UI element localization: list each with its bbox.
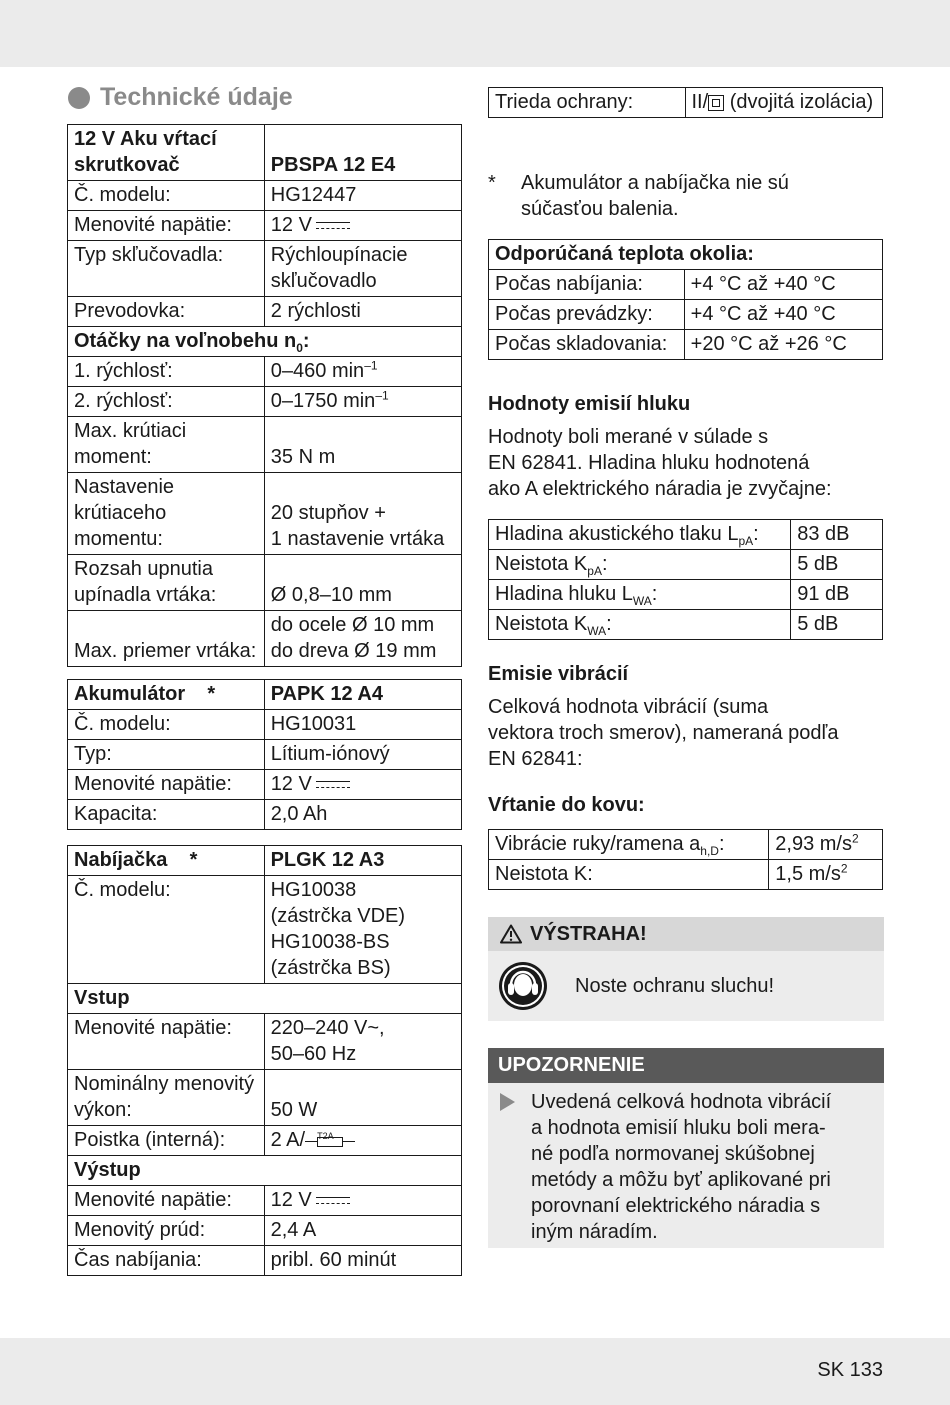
spec-label: Menovité napätie: — [68, 211, 265, 241]
table-row — [489, 830, 883, 860]
table-row — [68, 357, 462, 387]
spec-label: Menovitý prúd: — [68, 1216, 265, 1246]
table-row — [489, 550, 883, 580]
spec-value: PLGK 12 A3 — [264, 846, 461, 876]
spec-label: Max. krútiaci moment: — [68, 417, 265, 473]
spec-value: 91 dB — [791, 580, 883, 610]
spec-label: Počas skladovania: — [489, 330, 685, 360]
spec-value: HG10031 — [264, 710, 461, 740]
spec-label: Hladina hluku $L_{WA}$: — [489, 580, 791, 610]
table-row — [489, 300, 883, 330]
table-row — [68, 740, 462, 770]
table-row — [489, 330, 883, 360]
footnote-marker: * — [488, 172, 496, 194]
table-row — [68, 1126, 462, 1156]
spec-label: Rozsah upnutia upínadla vrtáka: — [68, 555, 265, 611]
table-row — [68, 680, 462, 710]
spec-value: Ø 0,8–10 mm — [264, 555, 461, 611]
spec-value: 2,93 $m/s^2$ — [769, 830, 883, 860]
table-row — [489, 580, 883, 610]
spec-label: 12 V Aku vŕtací skrutkovač — [68, 125, 265, 181]
spec-value: 12 V — [264, 211, 461, 241]
spec-label: Menovité napätie: — [68, 770, 265, 800]
spec-label: Max. priemer vrtáka: — [68, 611, 265, 667]
arrow-bullet-icon — [500, 1093, 515, 1111]
spec-value: 2,0 Ah — [264, 800, 461, 830]
footnote — [488, 170, 789, 222]
spec-value: 12 V — [264, 1186, 461, 1216]
spec-value: II/ (dvojitá izolácia) — [685, 88, 883, 118]
warning-box — [488, 917, 884, 1021]
warning-body — [488, 951, 884, 1021]
table-row — [68, 1014, 462, 1070]
spec-label: 1. rýchlosť: — [68, 357, 265, 387]
spec-value: pribl. 60 minút — [264, 1246, 461, 1276]
spec-label: Vibrácie ruky/ramena $a_{h,D}$: — [489, 830, 769, 860]
spec-value: HG10038 (zástrčka VDE) HG10038-BS (zástrčka BS) — [264, 876, 461, 984]
top-band — [0, 0, 950, 67]
footnote-line: súčasťou balenia. — [521, 198, 679, 220]
section-heading — [68, 83, 293, 112]
table-row — [68, 876, 462, 984]
spec-label: Neistota $K_{WA}$: — [489, 610, 791, 640]
vibration-table — [488, 829, 883, 890]
warning-title: VÝSTRAHA! — [530, 922, 647, 945]
spec-label: Č. modelu: — [68, 181, 265, 211]
table-row — [68, 297, 462, 327]
spec-value: do ocele Ø 10 mm do dreva Ø 19 mm — [264, 611, 461, 667]
spec-value: 12 V — [264, 770, 461, 800]
footnote-line: Akumulátor a nabíjačka nie sú — [521, 172, 789, 194]
table-row — [68, 710, 462, 740]
dc-current-icon — [316, 220, 350, 232]
charger-spec-table — [67, 845, 462, 1276]
temperature-table — [488, 239, 883, 360]
table-row — [489, 610, 883, 640]
spec-label: 2. rýchlosť: — [68, 387, 265, 417]
note-header: UPOZORNENIE — [488, 1048, 884, 1083]
spec-value: 0–1750 $\min^{-1}$ — [264, 387, 461, 417]
spec-value: 220–240 V~, 50–60 Hz — [264, 1014, 461, 1070]
section-title: Technické údaje — [100, 83, 293, 111]
spec-label: Nominálny menovitý výkon: — [68, 1070, 265, 1126]
spec-label: Kapacita: — [68, 800, 265, 830]
spec-label: Typ skľučovadla: — [68, 241, 265, 297]
spec-label: Prevodovka: — [68, 297, 265, 327]
spec-value: 35 N m — [264, 417, 461, 473]
spec-value: PAPK 12 A4 — [264, 680, 461, 710]
spec-value: Lítium-iónový — [264, 740, 461, 770]
spec-label: Poistka (interná): — [68, 1126, 265, 1156]
spec-label: Neistota $K_{pA}$: — [489, 550, 791, 580]
double-insulation-icon — [708, 95, 724, 111]
table-row — [489, 520, 883, 550]
table-row — [68, 241, 462, 297]
table-title: Odporúčaná teplota okolia: — [489, 240, 883, 270]
spec-label: Č. modelu: — [68, 710, 265, 740]
battery-spec-table — [67, 679, 462, 830]
vibration-heading: Emisie vibrácií — [488, 663, 629, 685]
spec-value: Rýchloupínacie skľučovadlo — [264, 241, 461, 297]
vibration-text: Celková hodnota vibrácií (suma vektora troch smerov), nameraná podľa EN 62841: — [488, 696, 839, 770]
table-row — [68, 417, 462, 473]
table-row — [489, 88, 883, 118]
table-row — [68, 846, 462, 876]
table-row — [68, 387, 462, 417]
drill-spec-table — [67, 124, 462, 667]
spec-label: Čas nabíjania: — [68, 1246, 265, 1276]
ear-protection-icon — [498, 961, 548, 1011]
table-row — [68, 770, 462, 800]
spec-value: +4 °C až +40 °C — [684, 270, 882, 300]
table-row — [68, 473, 462, 555]
warning-triangle-icon — [500, 924, 522, 944]
table-row — [68, 181, 462, 211]
spec-label: Akumulátor * — [68, 680, 265, 710]
spec-group-label: Vstup — [68, 984, 462, 1014]
table-row — [68, 1246, 462, 1276]
spec-label: Počas nabíjania: — [489, 270, 685, 300]
spec-value: 2,4 A — [264, 1216, 461, 1246]
spec-value: HG12447 — [264, 181, 461, 211]
spec-group-label: Otáčky na voľnobehu $n_0$: — [68, 327, 462, 357]
spec-value: +20 °C až +26 °C — [684, 330, 882, 360]
spec-label: Neistota K: — [489, 860, 769, 890]
spec-label: Typ: — [68, 740, 265, 770]
spec-value: 0–460 $\min^{-1}$ — [264, 357, 461, 387]
spec-value: 5 dB — [791, 610, 883, 640]
fuse-icon: T2A — [305, 1131, 355, 1151]
page-number: SK 133 — [817, 1359, 883, 1381]
protection-table — [488, 87, 883, 118]
note-body — [488, 1083, 884, 1245]
table-row — [68, 555, 462, 611]
table-row — [68, 1186, 462, 1216]
spec-value: 50 W — [264, 1070, 461, 1126]
spec-label: Menovité napätie: — [68, 1186, 265, 1216]
table-row — [68, 1216, 462, 1246]
noise-text: Hodnoty boli merané v súlade s EN 62841. Hladina hluku hodnotená ako A elektrického náradia je zvyčajne: — [488, 426, 832, 500]
spec-value: 2 A/ T2A — [264, 1126, 461, 1156]
spec-label: Nabíjačka * — [68, 846, 265, 876]
table-row — [68, 125, 462, 181]
table-row — [489, 240, 883, 270]
spec-label: Trieda ochrany: — [489, 88, 686, 118]
spec-group-label: Výstup — [68, 1156, 462, 1186]
spec-label: Nastavenie krútiaceho momentu: — [68, 473, 265, 555]
table-row — [68, 211, 462, 241]
table-row — [489, 270, 883, 300]
spec-value: PBSPA 12 E4 — [264, 125, 461, 181]
table-row — [68, 611, 462, 667]
noise-table — [488, 519, 883, 640]
note-text: Uvedená celková hodnota vibrácií a hodnota emisií hluku boli mera- né podľa normovanej skúšobnej metódy a môžu byť aplikované pri porovnaní elektrického náradia s iným náradím. — [531, 1091, 832, 1243]
spec-value: 83 dB — [791, 520, 883, 550]
note-box — [488, 1048, 884, 1248]
warning-header — [488, 917, 884, 951]
spec-value: 20 stupňov + 1 nastavenie vrtáka — [264, 473, 461, 555]
spec-label: Počas prevádzky: — [489, 300, 685, 330]
spec-value: 1,5 $m/s^2$ — [769, 860, 883, 890]
table-row — [68, 327, 462, 357]
table-row — [489, 860, 883, 890]
table-row — [68, 800, 462, 830]
spec-value: 5 dB — [791, 550, 883, 580]
noise-heading: Hodnoty emisií hluku — [488, 393, 691, 415]
spec-label: Menovité napätie: — [68, 1014, 265, 1070]
spec-label: Č. modelu: — [68, 876, 265, 984]
warning-text: Noste ochranu sluchu! — [575, 974, 775, 997]
dc-current-icon — [316, 1195, 350, 1207]
spec-value: 2 rýchlosti — [264, 297, 461, 327]
table-row — [68, 1070, 462, 1126]
dc-current-icon — [316, 779, 350, 791]
spec-value: +4 °C až +40 °C — [684, 300, 882, 330]
spec-label: Hladina akustického tlaku $L_{pA}$: — [489, 520, 791, 550]
bottom-band — [0, 1338, 950, 1405]
table-row — [68, 984, 462, 1014]
vibration-subheading: Vŕtanie do kovu: — [488, 794, 645, 816]
bullet-icon — [68, 87, 90, 109]
table-row — [68, 1156, 462, 1186]
